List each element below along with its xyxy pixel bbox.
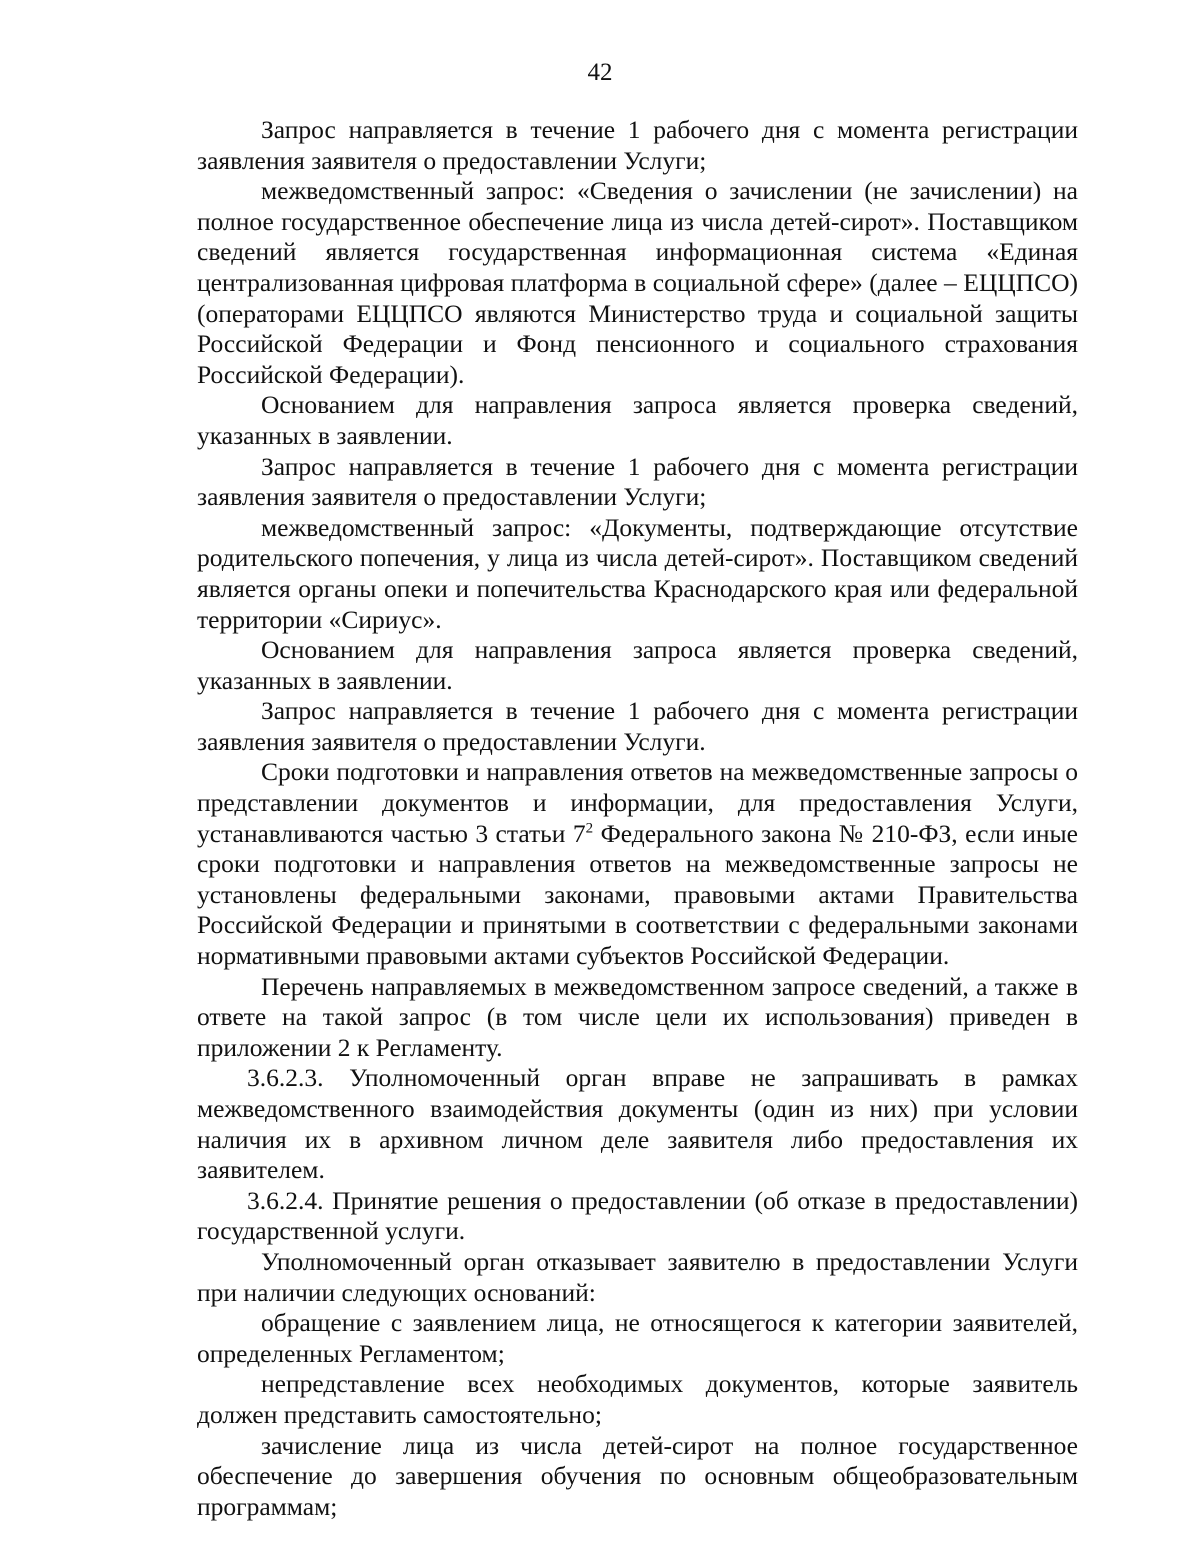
paragraph-with-superscript bbox=[197, 757, 1078, 971]
paragraph: Перечень направляемых в межведомственном запросе сведений, а также в ответе на такой запрос (в том числе цели их использования) приведен в приложении 2 к Регламенту. bbox=[197, 971, 1078, 1062]
paragraph: Основанием для направления запроса является проверка сведений, указанных в заявлении. bbox=[197, 635, 1078, 695]
paragraph-text-before-sup: Сроки подготовки и направления ответов на межведомственные запросы о представлении документов и информации, для предоставления Услуги, устанавливаются частью 3 статьи 7 bbox=[197, 757, 1078, 848]
paragraph: межведомственный запрос: «Документы, подтверждающие отсутствие родительского попечения, у лица из числа детей-сирот». Поставщиком сведений является органы опеки и попечительства Краснодарского края или федеральной территории «Сириус». bbox=[197, 512, 1078, 634]
paragraph: Запрос направляется в течение 1 рабочего дня с момента регистрации заявления заявителя о предоставлении Услуги. bbox=[197, 696, 1078, 756]
paragraph: Основанием для направления запроса является проверка сведений, указанных в заявлении. bbox=[197, 390, 1078, 450]
page-number: 42 bbox=[587, 59, 613, 86]
numbered-paragraph: 3.6.2.3. Уполномоченный орган вправе не запрашивать в рамках межведомственного взаимодействия документы (один из них) при условии наличия их в архивном личном деле заявителя либо предоставления их заявителем. bbox=[197, 1063, 1078, 1185]
superscript: 2 bbox=[585, 820, 594, 837]
paragraph: Запрос направляется в течение 1 рабочего дня с момента регистрации заявления заявителя о предоставлении Услуги; bbox=[197, 115, 1078, 175]
numbered-paragraph: 3.6.2.4. Принятие решения о предоставлении (об отказе в предоставлении) государственной услуги. bbox=[197, 1185, 1078, 1246]
paragraph: зачисление лица из числа детей-сирот на полное государственное обеспечение до завершения обучения по основным общеобразовательным программам; bbox=[197, 1430, 1078, 1521]
paragraph: непредставление всех необходимых документов, которые заявитель должен представить самостоятельно; bbox=[197, 1369, 1078, 1429]
paragraph: обращение с заявлением лица, не относящегося к категории заявителей, определенных Регламентом; bbox=[197, 1308, 1078, 1368]
document-body bbox=[197, 115, 1078, 1522]
paragraph: Запрос направляется в течение 1 рабочего дня с момента регистрации заявления заявителя о предоставлении Услуги; bbox=[197, 451, 1078, 512]
paragraph: межведомственный запрос: «Сведения о зачислении (не зачислении) на полное государственное обеспечение лица из числа детей-сирот». Поставщиком сведений является государственная информационная система «Единая централизованная цифровая платформа в социальной сфере» (далее – ЕЦЦПСО) (операторами ЕЦЦПСО являются Министерство труда и социальной защиты Российской Федерации и Фонд пенсионного и социального страхования Российской Федерации). bbox=[197, 176, 1078, 389]
paragraph-text-after-sup: Федерального закона № 210-ФЗ, если иные сроки подготовки и направления ответов на межведомственные запросы не установлены федеральными законами, правовыми актами Правительства Российской Федерации и принятыми в соответствии с федеральными законами нормативными правовыми актами субъектов Российской Федерации. bbox=[197, 818, 1078, 971]
paragraph: Уполномоченный орган отказывает заявителю в предоставлении Услуги при наличии следующих оснований: bbox=[197, 1246, 1078, 1307]
